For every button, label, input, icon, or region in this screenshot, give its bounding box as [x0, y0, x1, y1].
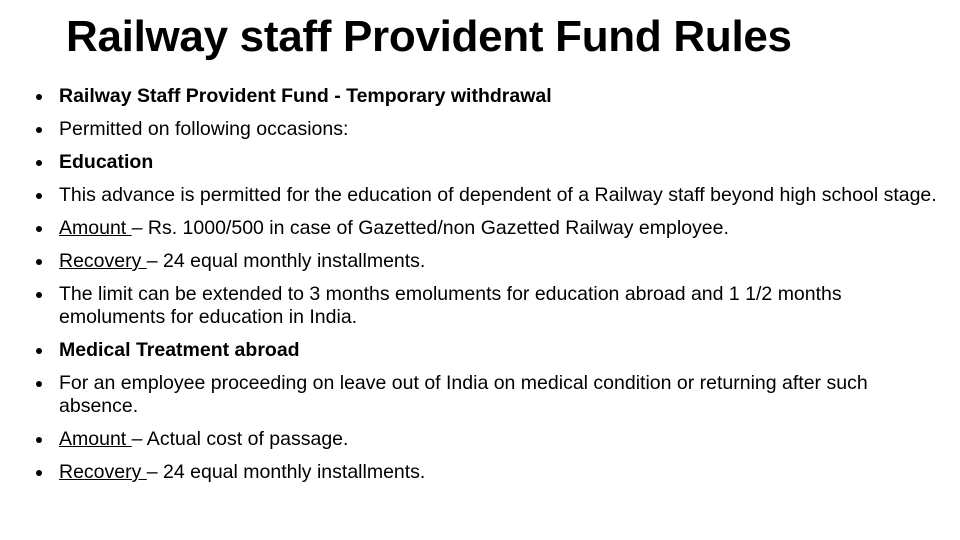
bullet-item	[36, 250, 940, 273]
bullet-dot-icon	[36, 259, 42, 265]
bullet-label: Recovery	[59, 250, 147, 272]
bullet-item	[36, 372, 940, 418]
bullet-item	[36, 118, 940, 141]
bullet-item	[36, 151, 940, 174]
bullet-text: Education	[59, 151, 154, 173]
bullet-item	[36, 428, 940, 451]
bullet-item	[36, 184, 940, 207]
slide-title: Railway staff Provident Fund Rules	[66, 12, 792, 61]
bullet-dot-icon	[36, 470, 42, 476]
bullet-dot-icon	[36, 381, 42, 387]
bullet-label: Recovery	[59, 461, 147, 483]
bullet-dot-icon	[36, 160, 42, 166]
bullet-text: – Actual cost of passage.	[131, 428, 349, 450]
bullet-label: Amount	[59, 217, 132, 239]
bullet-dot-icon	[36, 94, 42, 100]
bullet-label: Amount	[59, 428, 132, 450]
bullet-text: The limit can be extended to 3 months emoluments for education abroad and 1 1/2 months emoluments for education in India.	[59, 283, 842, 328]
bullet-item	[36, 461, 940, 484]
bullet-dot-icon	[36, 193, 42, 199]
bullet-dot-icon	[36, 348, 42, 354]
bullet-text: – 24 equal monthly installments.	[146, 461, 426, 483]
bullet-text: This advance is permitted for the education of dependent of a Railway staff beyond high school stage.	[59, 184, 937, 206]
bullet-item	[36, 85, 940, 108]
bullet-item	[36, 217, 940, 240]
bullet-text: – 24 equal monthly installments.	[146, 250, 426, 272]
bullet-item	[36, 339, 940, 362]
bullet-list	[36, 85, 940, 494]
bullet-text: – Rs. 1000/500 in case of Gazetted/non Gazetted Railway employee.	[131, 217, 729, 239]
bullet-dot-icon	[36, 437, 42, 443]
bullet-dot-icon	[36, 292, 42, 298]
bullet-dot-icon	[36, 226, 42, 232]
bullet-text: Railway Staff Provident Fund - Temporary withdrawal	[59, 85, 552, 107]
bullet-item	[36, 283, 940, 329]
bullet-dot-icon	[36, 127, 42, 133]
bullet-text: Permitted on following occasions:	[59, 118, 349, 140]
bullet-text: Medical Treatment abroad	[59, 339, 300, 361]
bullet-text: For an employee proceeding on leave out of India on medical condition or returning after such absence.	[59, 372, 868, 417]
